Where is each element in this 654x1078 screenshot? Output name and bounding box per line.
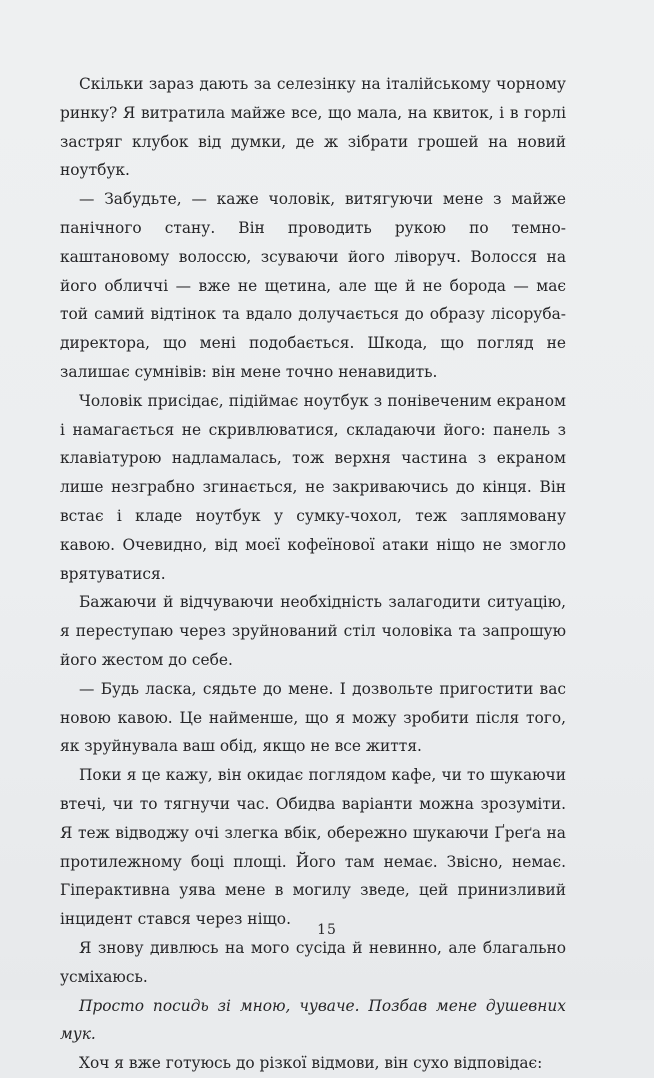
- paragraph-8-italic-thought: Просто посидь зі мною, чуваче. Позбав мене душевних мук.: [60, 996, 566, 1044]
- paragraph-3: Чоловік присідає, підіймає ноутбук з понівеченим екраном і намагається не скривлюватися, складаючи його: панель з клавіатурою надламалась, тож верхня частина з екраном лише незграбно згинається, не закриваючись до кінця. Він встає і кладе ноутбук у сумку-чохол, теж заплямовану кавою. Очевидно, від моєї кофеїнової атаки ніщо не змогло врятуватися.: [60, 391, 566, 583]
- paragraph-6: Поки я це кажу, він окидає поглядом кафе, чи то шукаючи втечі, чи то тягнучи час. Обидва варіанти можна зрозуміти. Я теж відводжу очі злегка вбік, обережно шукаючи Ґреґа на протилежному боці площі. Його там немає. Звісно, немає. Гіперактивна уява мене в могилу зведе, цей принизливий інцидент стався через ніщо.: [60, 766, 566, 929]
- paragraph-1: Скільки зараз дають за селезінку на італійському чорному ринку? Я витратила майже все, що мала, на квиток, і в горлі застряг клубок від думки, де ж зібрати грошей на новий ноутбук.: [60, 75, 566, 180]
- paragraph-4: Бажаючи й відчуваючи необхідність залагодити ситуацію, я переступаю через зруйнований стіл чоловіка та запрошую його жестом до себе.: [60, 593, 566, 669]
- paragraph-7: Я знову дивлюсь на мого сусіда й невинно, але благально усміхаюсь.: [60, 938, 566, 986]
- paragraph-5: — Будь ласка, сядьте до мене. І дозвольте пригостити вас новою кавою. Це найменше, що я можу зробити після того, як зруйнувала ваш обід, якщо не все життя.: [60, 679, 566, 756]
- page-number: 15: [317, 922, 337, 938]
- paragraph-9: Хоч я вже готуюсь до різкої відмови, він сухо відповідає:: [79, 1054, 543, 1073]
- paragraph-2: — Забудьте, — каже чоловік, витягуючи мене з майже панічного стану. Він проводить рукою по темно-каштановому волоссю, зсуваючи його ліворуч. Волосся на його обличчі — вже не щетина, але ще й не борода — має той самий відтінок та вдало долучається до образу лісоруба-директора, що мені подобається. Шкода, що погляд не залишає сумнівів: він мене точно ненавидить.: [60, 190, 566, 381]
